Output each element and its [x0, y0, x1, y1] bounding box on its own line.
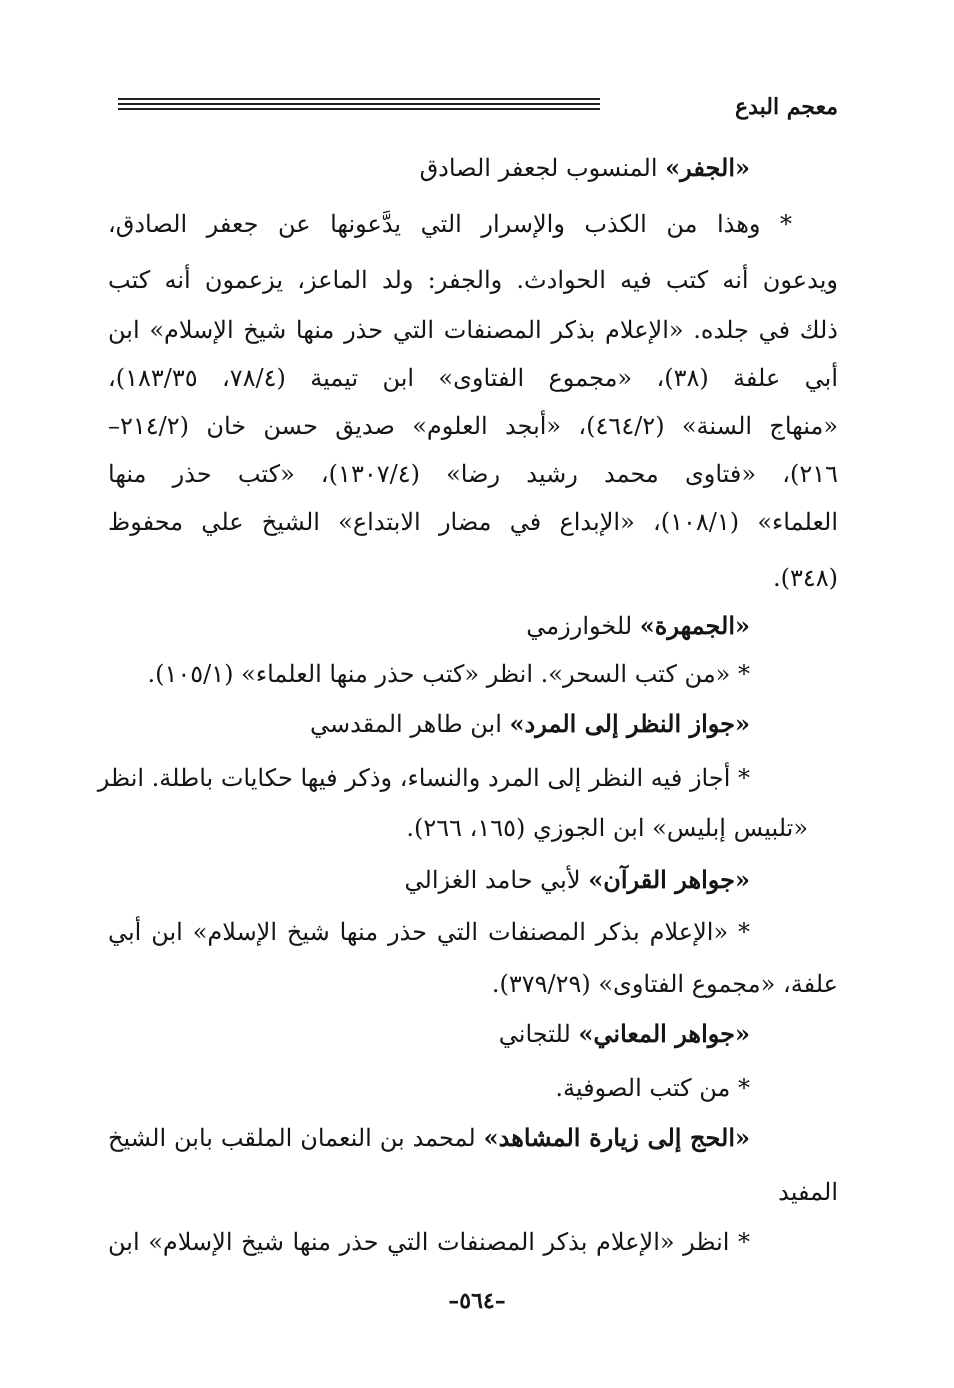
entry-body-line: ٢١٦)، «فتاوى محمد رشيد رضا» (١٣٠٧/٤)، «كتب حذر منها	[108, 460, 838, 488]
entry-body-line: أبي علفة (٣٨)، «مجموع الفتاوى» ابن تيمية (٧٨/٤، ١٨٣/٣٥)،	[108, 364, 839, 392]
entry-heading	[526, 608, 750, 644]
header-rule	[118, 108, 600, 110]
page-number: –٥٦٤–	[448, 1288, 506, 1314]
entry-title: «جواهر المعاني»	[578, 1019, 750, 1048]
entry-body-line: * وهذا من الكذب والإسرار التي يدَّعونها عن جعفر الصادق،	[108, 210, 792, 238]
entry-body-line: «تلبيس إبليس» ابن الجوزي (١٦٥، ٢٦٦).	[406, 814, 808, 842]
page-header	[118, 90, 838, 130]
entry-body-line: (٣٤٨).	[772, 564, 838, 592]
entry-heading	[499, 1016, 750, 1052]
entry-title-rest: لأبي حامد الغزالي	[404, 866, 589, 894]
entry-title: «جواز النظر إلى المرد»	[509, 709, 750, 738]
entry-title-rest: للتجاني	[498, 1020, 579, 1048]
entry-body-line: ويدعون أنه كتب فيه الحوادث. والجفر: ولد الماعز، يزعمون أنه كتب	[108, 266, 838, 294]
header-rule	[118, 98, 600, 100]
entry-heading-continuation: المفيد	[778, 1178, 838, 1206]
entry-body-line: * «من كتب السحر». انظر «كتب حذر منها العلماء» (١٠٥/١).	[147, 660, 750, 688]
entry-heading	[420, 150, 750, 186]
entry-title: «الجفر»	[665, 153, 750, 182]
entry-heading	[310, 706, 750, 742]
entry-title-rest: المنسوب لجعفر الصادق	[419, 154, 666, 182]
entry-body-line: * انظر «الإعلام بذكر المصنفات التي حذر منها شيخ الإسلام» ابن	[108, 1228, 750, 1256]
entry-title-rest: للخوارزمي	[526, 612, 640, 640]
entry-title-rest: لمحمد بن النعمان الملقب بابن الشيخ	[108, 1124, 484, 1152]
entry-heading	[108, 1120, 750, 1156]
entry-title: «الجمهرة»	[639, 611, 750, 640]
entry-body-line: «منهاج السنة» (٤٦٤/٢)، «أبجد العلوم» صديق حسن خان (٢١٤/٢–	[108, 412, 839, 440]
entry-body-line: علفة، «مجموع الفتاوى» (٣٧٩/٢٩).	[491, 970, 838, 998]
entry-body-line: * من كتب الصوفية.	[555, 1074, 750, 1102]
entry-body-line: * «الإعلام بذكر المصنفات التي حذر منها شيخ الإسلام» ابن أبي	[108, 918, 750, 946]
header-rule	[118, 103, 600, 105]
entry-body-line: العلماء» (١٠٨/١)، «الإبداع في مضار الابتداع» الشيخ علي محفوظ	[108, 508, 839, 536]
running-title: معجم البدع	[734, 94, 838, 120]
entry-body-line: * أجاز فيه النظر إلى المرد والنساء، وذكر فيها حكايات باطلة. انظر	[97, 764, 750, 792]
entry-title-rest: ابن طاهر المقدسي	[309, 710, 510, 738]
entry-body-line: ذلك في جلده. «الإعلام بذكر المصنفات التي حذر منها شيخ الإسلام» ابن	[108, 316, 838, 344]
entry-heading	[405, 862, 750, 898]
entry-title: «الحج إلى زيارة المشاهد»	[483, 1123, 751, 1152]
entry-title: «جواهر القرآن»	[588, 865, 750, 894]
